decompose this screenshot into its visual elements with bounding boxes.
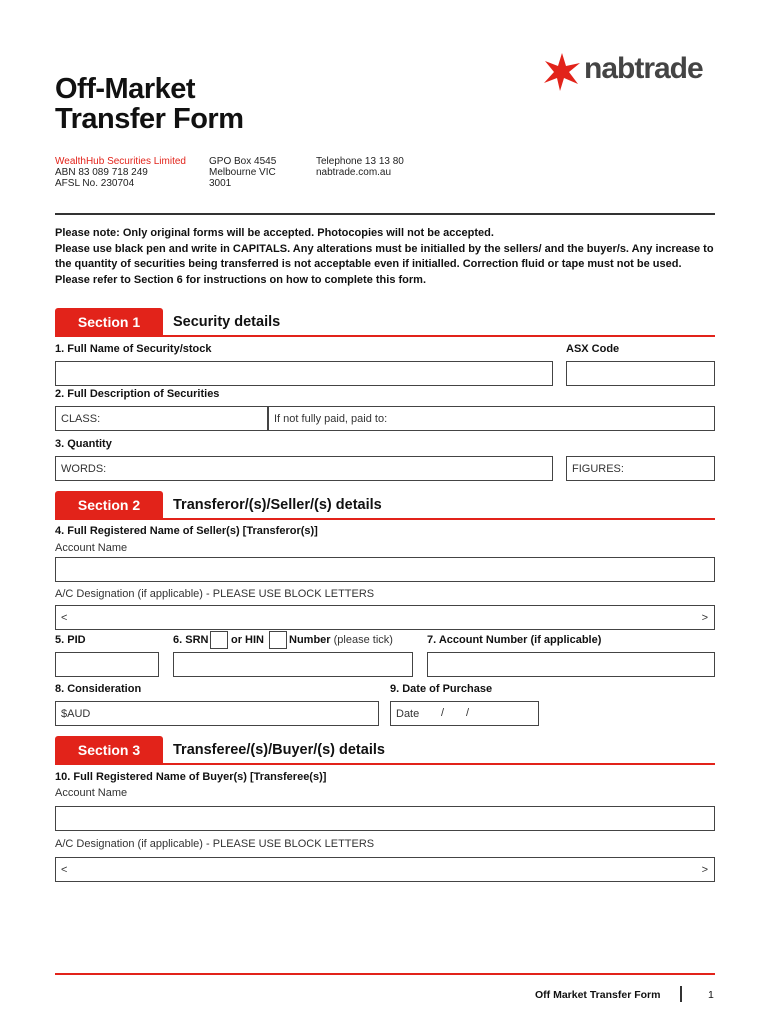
date-of-purchase-input[interactable]	[390, 701, 539, 726]
number-please-tick	[289, 634, 393, 646]
class-label: CLASS:	[61, 412, 101, 425]
q8-label: 8. Consideration	[55, 683, 142, 695]
afsl: AFSL No. 230704	[55, 178, 135, 189]
section-1-title: Security details	[173, 314, 281, 330]
ac-designation-label: A/C Designation (if applicable) - PLEASE USE BLOCK LETTERS	[55, 588, 375, 600]
section-2-title: Transferor/(s)/Seller/(s) details	[173, 497, 382, 513]
telephone: Telephone 13 13 80	[316, 156, 404, 167]
date-slash-2: /	[466, 707, 470, 719]
title-line-1: Off-Market	[55, 73, 196, 105]
q10-label: 10. Full Registered Name of Buyer(s) [Transferee(s)]	[55, 771, 327, 783]
logo-text: nabtrade	[584, 52, 703, 85]
q5-label: 5. PID	[55, 634, 86, 646]
note-line-3: Please refer to Section 6 for instructions on how to complete this form.	[55, 273, 427, 286]
section-1-divider	[55, 335, 715, 337]
footer-divider	[55, 973, 715, 975]
company-name: WealthHub Securities Limited	[55, 156, 186, 167]
figures-label: FIGURES:	[572, 462, 624, 475]
paid-to-label: If not fully paid, paid to:	[274, 412, 388, 425]
date-label: Date	[396, 707, 420, 720]
nabtrade-logo	[542, 50, 717, 92]
q7-label: 7. Account Number (if applicable)	[427, 634, 602, 646]
account-name-label: Account Name	[55, 542, 128, 554]
buyer-ac-designation-input[interactable]	[55, 857, 715, 882]
security-name-input[interactable]	[55, 361, 553, 386]
address-line-1: GPO Box 4545	[209, 156, 277, 167]
buyer-account-name-input[interactable]	[55, 806, 715, 831]
address-line-3: 3001	[209, 178, 232, 189]
open-bracket: <	[61, 611, 68, 624]
abn: ABN 83 089 718 249	[55, 167, 148, 178]
address-line-2: Melbourne VIC	[209, 167, 276, 178]
srn-checkbox[interactable]	[210, 631, 228, 649]
header-divider	[55, 213, 715, 215]
note-line-1: Please note: Only original forms will be accepted. Photocopies will not be accepted.	[55, 227, 494, 239]
buyer-close-bracket: >	[701, 863, 708, 876]
buyer-account-name-label: Account Name	[55, 787, 128, 799]
buyer-open-bracket: <	[61, 863, 68, 876]
hin-checkbox[interactable]	[269, 631, 287, 649]
or-hin-label: or HIN	[231, 634, 264, 646]
star-icon	[542, 52, 582, 92]
srn-hin-number-input[interactable]	[173, 652, 413, 677]
footer-separator	[680, 986, 682, 1002]
section-1-tab: Section 1	[55, 308, 163, 336]
seller-account-name-input[interactable]	[55, 557, 715, 582]
website: nabtrade.com.au	[316, 167, 392, 178]
aud-label: $AUD	[61, 707, 91, 720]
number-label: Number	[289, 634, 331, 646]
footer-title: Off Market Transfer Form	[535, 989, 661, 1001]
section-3-tab: Section 3	[55, 736, 163, 764]
q3-label: 3. Quantity	[55, 438, 112, 450]
instructions	[55, 226, 717, 288]
asx-code-label: ASX Code	[566, 343, 620, 355]
please-tick-label: (please tick)	[333, 634, 393, 646]
form-title	[55, 74, 244, 134]
paid-to-input[interactable]	[268, 406, 715, 431]
section-2-divider	[55, 518, 715, 520]
title-line-2: Transfer Form	[55, 103, 244, 135]
page-number: 1	[708, 989, 714, 1001]
consideration-input[interactable]	[55, 701, 379, 726]
section-2-tab: Section 2	[55, 491, 163, 519]
section-3-divider	[55, 763, 715, 765]
q4-label: 4. Full Registered Name of Seller(s) [Transferor(s)]	[55, 525, 318, 537]
buyer-ac-designation-label: A/C Designation (if applicable) - PLEASE USE BLOCK LETTERS	[55, 838, 375, 850]
close-bracket: >	[701, 611, 708, 624]
q1-label: 1. Full Name of Security/stock	[55, 343, 212, 355]
seller-ac-designation-input[interactable]	[55, 605, 715, 630]
q6-label: 6. SRN	[173, 634, 209, 646]
account-number-input[interactable]	[427, 652, 715, 677]
quantity-words-input[interactable]	[55, 456, 553, 481]
date-slash-1: /	[441, 707, 445, 719]
section-3-title: Transferee/(s)/Buyer/(s) details	[173, 742, 385, 758]
q2-label: 2. Full Description of Securities	[55, 388, 220, 400]
note-line-2: Please use black pen and write in CAPITALS. Any alterations must be initialled by the sellers/ and the buyer/s. Any increase to the quantity of securities being transferred is not acceptable even if initialled. Correction fluid or tape must not be used.	[55, 242, 714, 270]
pid-input[interactable]	[55, 652, 159, 677]
words-label: WORDS:	[61, 462, 107, 475]
quantity-figures-input[interactable]	[566, 456, 715, 481]
class-input[interactable]	[55, 406, 268, 431]
q9-label: 9. Date of Purchase	[390, 683, 493, 695]
asx-code-input[interactable]	[566, 361, 715, 386]
